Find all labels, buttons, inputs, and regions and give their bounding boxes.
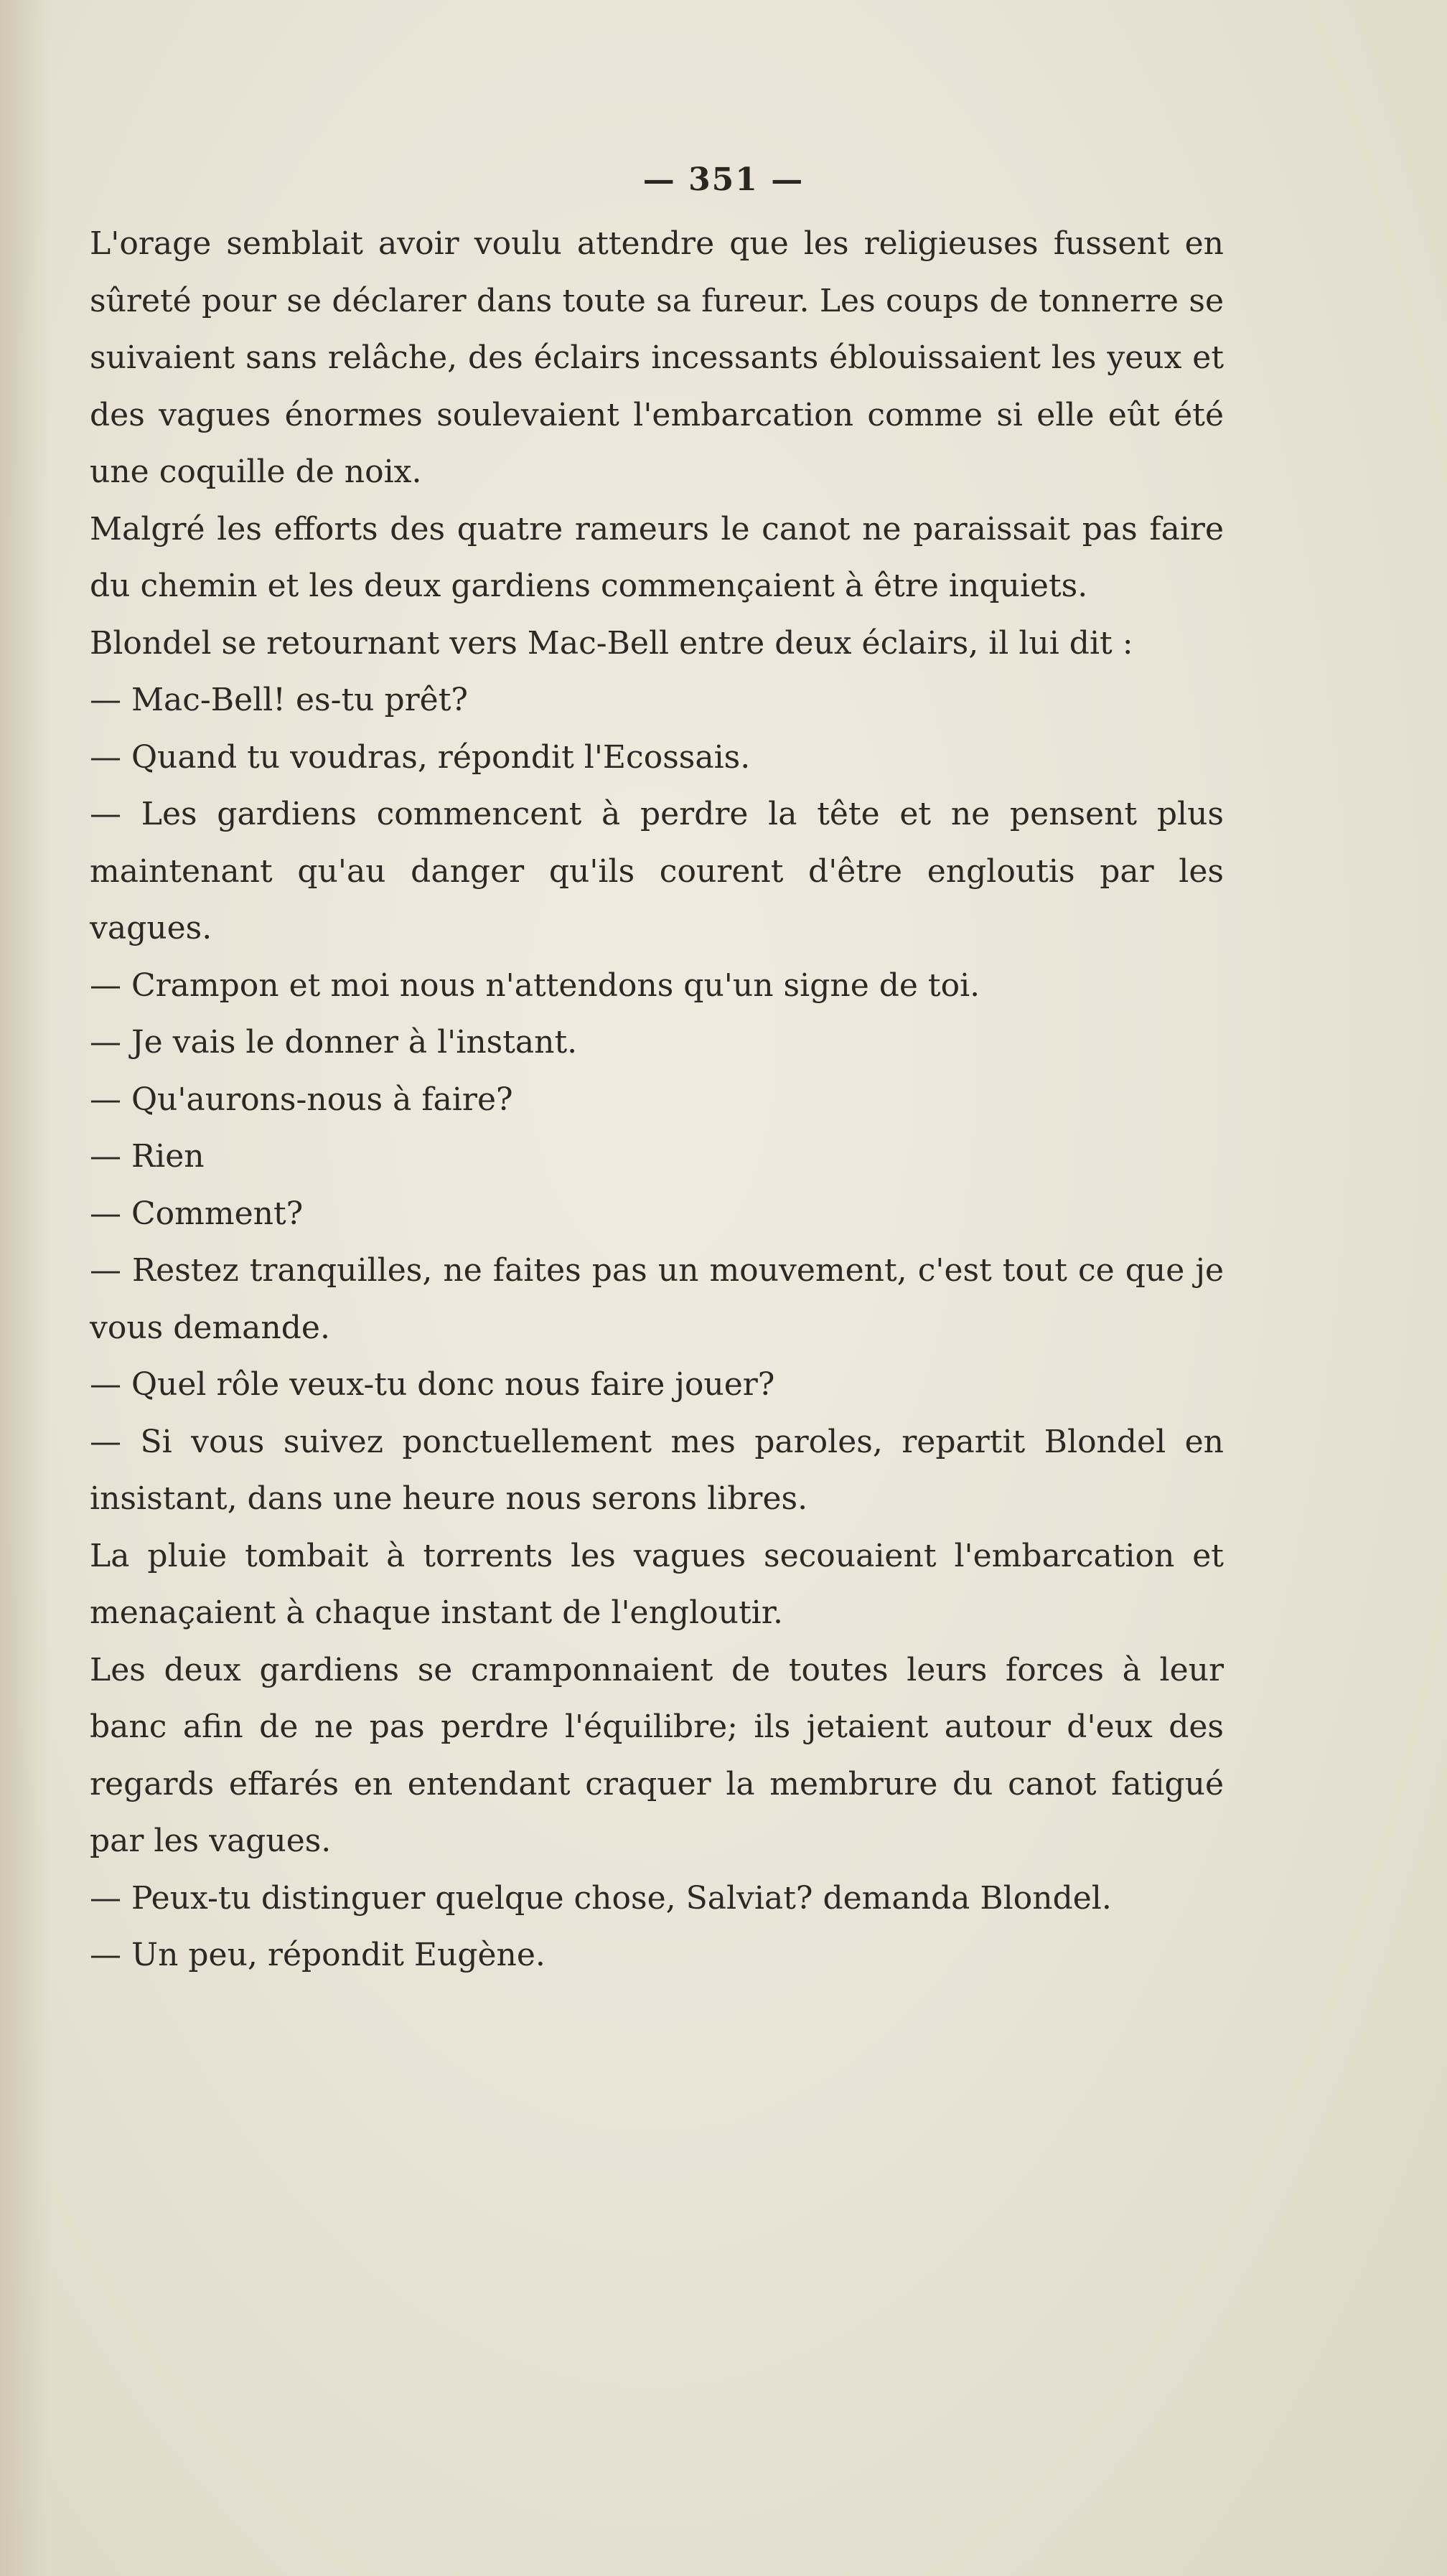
paragraph-rain: La pluie tombait à torrents les vagues secouaient l'embarcation et menaçaient à chaque instant de l'engloutir.: [90, 1537, 1224, 1631]
dialogue-line: — Qu'aurons-nous à faire?: [90, 1081, 513, 1118]
dialogue-line: — Mac-Bell! es-tu prêt?: [90, 682, 468, 718]
page-gutter-shadow: [0, 0, 50, 2576]
page-body: [90, 215, 1224, 1984]
dialogue-line: — Comment?: [90, 1195, 304, 1232]
dialogue-line: — Quand tu voudras, répondit l'Ecossais.: [90, 738, 751, 776]
dialogue-line: — Je vais le donner à l'instant.: [90, 1024, 578, 1061]
paragraph-storm: L'orage semblait avoir voulu attendre que les religieuses fussent en sûreté pour se déclarer dans toute sa fureur. Les coups de tonnerre se suivaient sans relâche, des éclairs incessants éblouissaient les yeux et des vagues énormes soulevaient l'embarcation comme si elle eût été une coquille de noix.: [90, 225, 1224, 490]
dialogue-line: — Quel rôle veux-tu donc nous faire jouer?: [90, 1366, 775, 1403]
dialogue-line: — Un peu, répondit Eugène.: [90, 1937, 545, 1973]
paragraph-rowers: Malgré les efforts des quatre rameurs le canot ne paraissait pas faire du chemin et les deux gardiens commençaient à être inquiets.: [90, 510, 1224, 604]
dialogue-line: — Si vous suivez ponctuellement mes paroles, repartit Blondel en insistant, dans une heure nous serons libres.: [90, 1423, 1224, 1517]
page-number: — 351 —: [642, 161, 805, 198]
dialogue-line: — Les gardiens commencent à perdre la tête et ne pensent plus maintenant qu'au danger qu'ils courent d'être engloutis par les vagues.: [90, 796, 1224, 946]
paragraph-blondel-turns: Blondel se retournant vers Mac-Bell entre deux éclairs, il lui dit :: [90, 624, 1133, 662]
paragraph-guards: Les deux gardiens se cramponnaient de toutes leurs forces à leur banc afin de ne pas perdre l'équilibre; ils jetaient autour d'eux des regards effarés en entendant craquer la membrure du canot fatigué par les vagues.: [90, 1651, 1224, 1859]
dialogue-line: — Peux-tu distinguer quelque chose, Salviat? demanda Blondel.: [90, 1879, 1112, 1917]
dialogue-line: — Rien: [90, 1138, 205, 1175]
dialogue-line: — Crampon et moi nous n'attendons qu'un signe de toi.: [90, 967, 980, 1004]
dialogue-line: — Restez tranquilles, ne faites pas un mouvement, c'est tout ce que je vous demande.: [90, 1252, 1224, 1346]
